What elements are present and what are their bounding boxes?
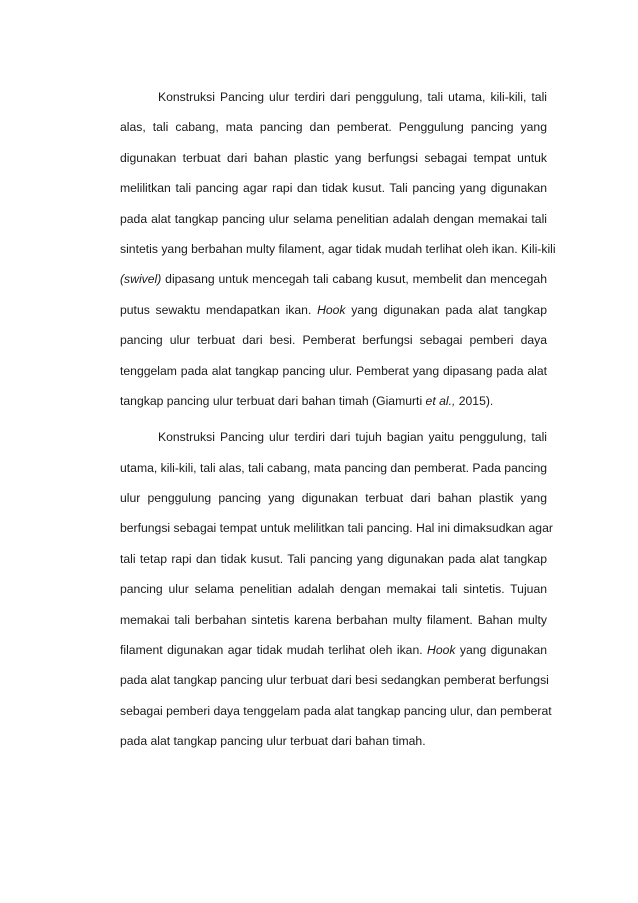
text-run: melilitkan tali pancing agar rapi dan tidak kusut. Tali pancing yang digunakan: [120, 181, 547, 196]
text-run: yang digunakan: [455, 643, 547, 658]
text-run: sebagai pemberi daya tenggelam pada alat tangkap pancing ulur, dan pemberat: [120, 703, 552, 718]
text-run: yang digunakan pada alat tangkap: [345, 302, 547, 317]
text-run: pada alat tangkap pancing ulur selama penelitian adalah dengan memakai tali: [120, 211, 547, 226]
text-run: sintetis yang berbahan multy filament, agar tidak mudah terlihat oleh ikan. Kili-kili: [120, 241, 556, 256]
text-run: digunakan terbuat dari bahan plastic yang berfungsi sebagai tempat untuk: [120, 150, 547, 165]
italic-text-run: Hook: [427, 643, 456, 658]
text-run: memakai tali berbahan sintetis karena berbahan multy filament. Bahan multy: [120, 612, 547, 627]
text-line: [120, 483, 547, 513]
text-line: [120, 696, 552, 726]
paragraph-2: [120, 422, 553, 756]
text-line: [120, 574, 547, 604]
text-line: [120, 453, 547, 483]
text-line: [120, 295, 547, 325]
text-line: [120, 386, 547, 416]
text-line: [120, 234, 556, 264]
text-line: [120, 112, 547, 142]
text-line: [120, 173, 547, 203]
text-run: Konstruksi Pancing ulur terdiri dari tujuh bagian yaitu penggulung, tali: [158, 430, 547, 445]
italic-text-run: (swivel): [120, 272, 162, 287]
text-line: [120, 143, 547, 173]
text-run: pada alat tangkap pancing ulur terbuat dari besi sedangkan pemberat berfungsi: [120, 673, 549, 688]
text-run: utama, kili-kili, tali alas, tali cabang, mata pancing dan pemberat. Pada pancing: [120, 460, 547, 475]
text-run: Konstruksi Pancing ulur terdiri dari penggulung, tali utama, kili-kili, tali: [158, 90, 547, 104]
text-run: tali tetap rapi dan tidak kusut. Tali pancing yang digunakan pada alat tangkap: [120, 551, 547, 566]
paragraph-1: [120, 82, 556, 416]
text-line: [120, 635, 547, 665]
text-run: tangkap pancing ulur terbuat dari bahan timah (Giamurti: [120, 393, 426, 408]
text-run: 2015).: [455, 393, 494, 408]
text-run: putus sewaktu mendapatkan ikan.: [120, 302, 318, 317]
text-line: [120, 665, 547, 695]
text-run: dipasang untuk mencegah tali cabang kusut, membelit dan mencegah: [161, 272, 547, 287]
text-run: pada alat tangkap pancing ulur terbuat dari bahan timah.: [120, 734, 426, 749]
text-run: pancing ulur terbuat dari besi. Pemberat berfungsi sebagai pemberi daya: [120, 333, 547, 348]
text-run: tenggelam pada alat tangkap pancing ulur. Pemberat yang dipasang pada alat: [120, 363, 547, 378]
text-line: [120, 325, 547, 355]
text-run: berfungsi sebagai tempat untuk melilitkan tali pancing. Hal ini dimaksudkan agar: [120, 521, 553, 536]
italic-text-run: Hook: [317, 302, 346, 317]
text-run: filament digunakan agar tidak mudah terlihat oleh ikan.: [120, 643, 428, 658]
text-line: [120, 422, 547, 452]
text-line: [120, 264, 547, 294]
text-line: [120, 605, 547, 635]
text-run: alas, tali cabang, mata pancing dan pemberat. Penggulung pancing yang: [120, 120, 547, 135]
text-line: [120, 513, 553, 543]
text-run: pancing ulur selama penelitian adalah dengan memakai tali sintetis. Tujuan: [120, 582, 547, 597]
text-line: [120, 204, 547, 234]
document-page: [120, 82, 556, 757]
text-line: [120, 544, 547, 574]
text-run: ulur penggulung pancing yang digunakan terbuat dari bahan plastik yang: [120, 491, 547, 506]
italic-text-run: et al.,: [425, 393, 456, 408]
text-line: [120, 356, 547, 386]
text-line: [120, 82, 547, 112]
text-line: [120, 726, 547, 756]
